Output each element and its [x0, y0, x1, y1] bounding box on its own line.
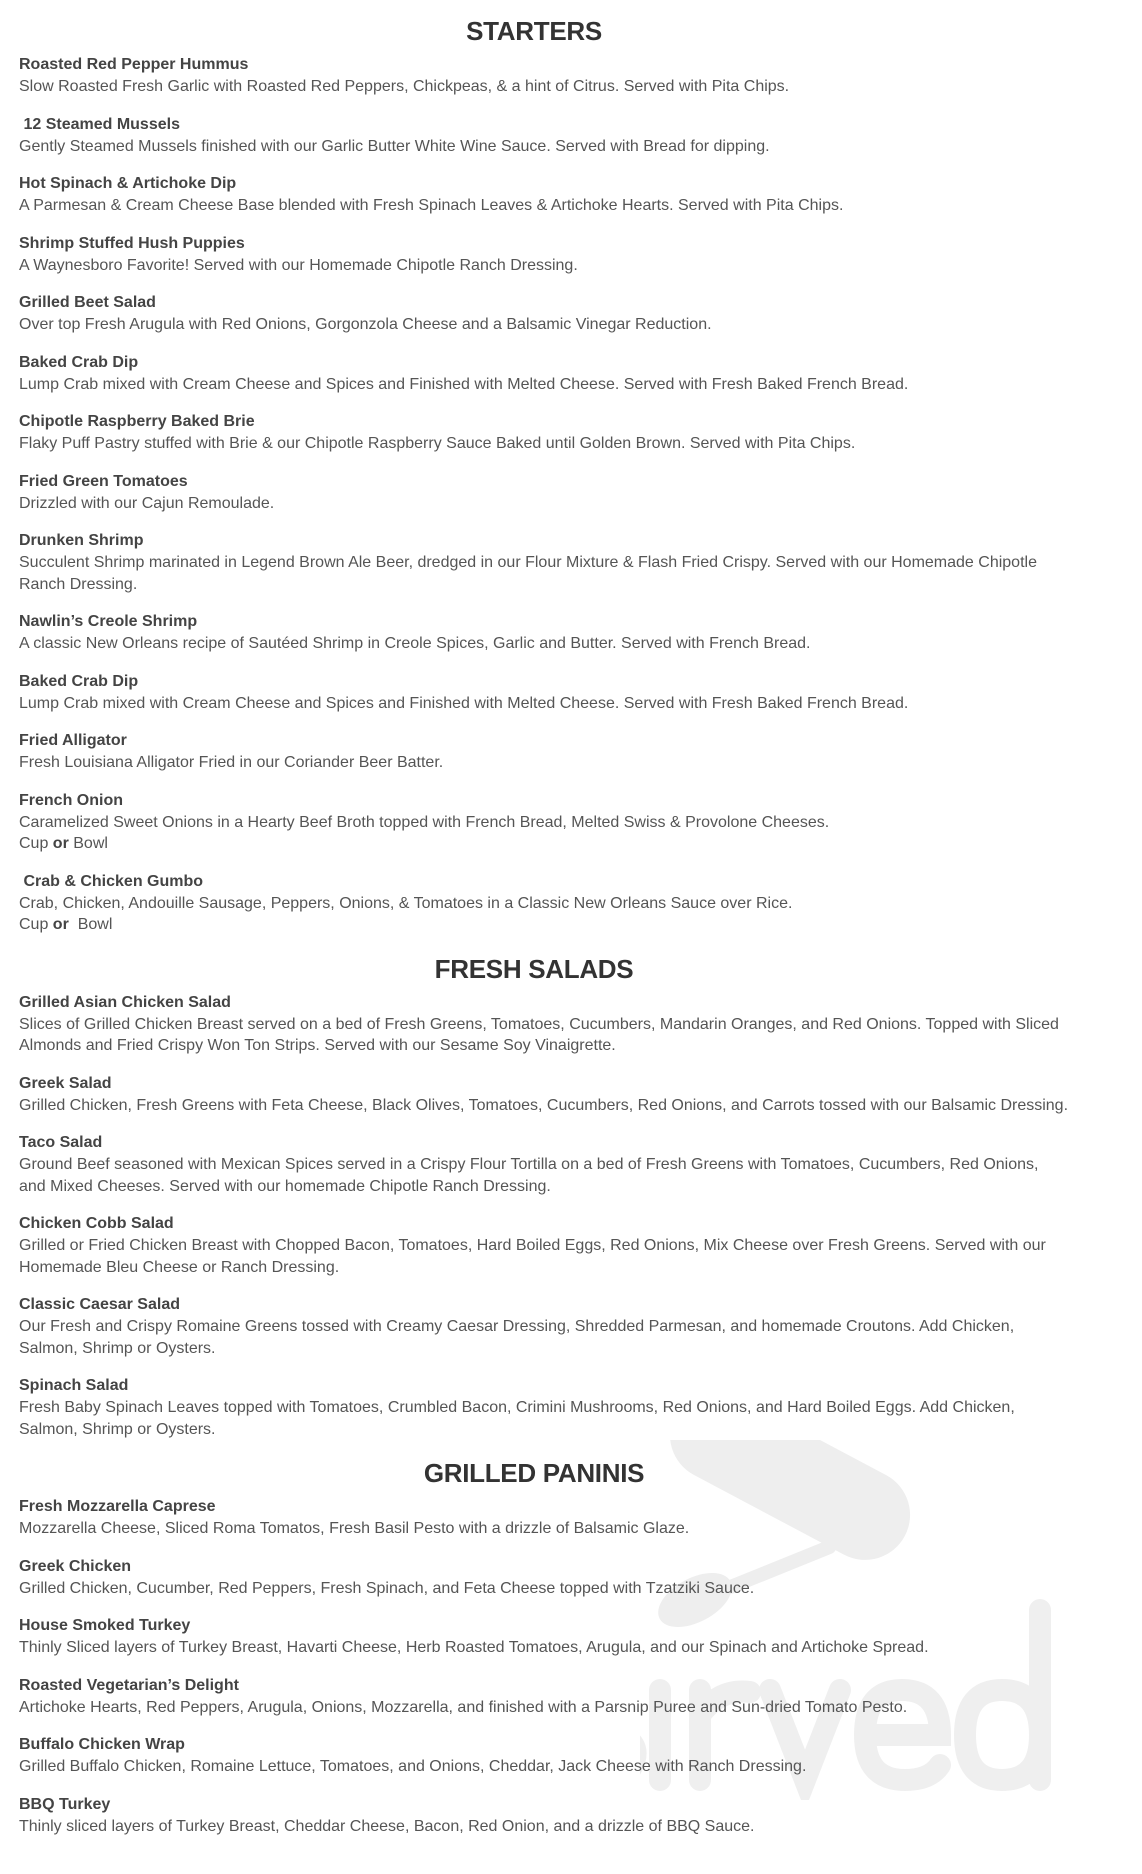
- menu-item: [19, 292, 1069, 336]
- item-description: Grilled Buffalo Chicken, Romaine Lettuce, Tomatoes, and Onions, Cheddar, Jack Cheese with Ranch Dressing.: [19, 1758, 807, 1775]
- item-description: A classic New Orleans recipe of Sautéed Shrimp in Creole Spices, Garlic and Butter. Served with French Bread.: [19, 635, 811, 652]
- item-name: Grilled Asian Chicken Salad: [19, 993, 231, 1011]
- item-name: Drunken Shrimp: [19, 532, 144, 549]
- item-description: Gently Steamed Mussels finished with our Garlic Butter White Wine Sauce. Served with Bread for dipping.: [19, 137, 770, 155]
- item-name: Roasted Vegetarian’s Delight: [19, 1676, 239, 1694]
- menu-item: [19, 611, 1069, 655]
- item-name: Greek Salad: [19, 1074, 112, 1092]
- menu-item: [19, 1556, 1069, 1600]
- item-description: Slow Roasted Fresh Garlic with Roasted Red Peppers, Chickpeas, & a hint of Citrus. Served with Pita Chips.: [19, 78, 790, 95]
- menu-item: [19, 411, 1069, 455]
- menu-item: [19, 1375, 1069, 1440]
- menu-item: [19, 173, 1069, 217]
- menu-item: [19, 1675, 1069, 1719]
- size-bowl: Bowl: [68, 835, 108, 852]
- item-name: House Smoked Turkey: [19, 1617, 191, 1634]
- item-description: Lump Crab mixed with Cream Cheese and Spices and Finished with Melted Cheese. Served with Fresh Baked French Bread.: [19, 375, 909, 393]
- menu-item: [19, 790, 1069, 855]
- item-description: Flaky Puff Pastry stuffed with Brie & our Chipotle Raspberry Sauce Baked until Golden Brown. Served with Pita Chips.: [19, 435, 856, 452]
- item-description: Thinly Sliced layers of Turkey Breast, Havarti Cheese, Herb Roasted Tomatoes, Arugula, and our Spinach and Artichoke Spread.: [19, 1639, 929, 1656]
- item-description: A Parmesan & Cream Cheese Base blended with Fresh Spinach Leaves & Artichoke Hearts. Served with Pita Chips.: [19, 197, 844, 214]
- section-heading: STARTERS: [466, 16, 602, 46]
- item-description: A Waynesboro Favorite! Served with our Homemade Chipotle Ranch Dressing.: [19, 256, 578, 274]
- menu-item: [19, 992, 1069, 1057]
- section-heading: GRILLED PANINIS: [423, 1458, 645, 1488]
- item-description: Grilled or Fried Chicken Breast with Chopped Bacon, Tomatoes, Hard Boiled Eggs, Red Onions, Mix Cheese over Fresh Greens. Served with our Homemade Bleu Cheese or Ranch Dressing.: [19, 1237, 1046, 1276]
- menu-item: [19, 530, 1069, 595]
- menu-section: [19, 952, 1069, 1441]
- menu-item: [19, 1734, 1069, 1778]
- item-name: Nawlin’s Creole Shrimp: [19, 613, 198, 630]
- item-name: Grilled Beet Salad: [19, 294, 156, 311]
- item-name: Fresh Mozzarella Caprese: [19, 1498, 216, 1515]
- menu-item: [19, 54, 1069, 98]
- item-name: Spinach Salad: [19, 1377, 129, 1394]
- size-bowl: Bowl: [68, 916, 113, 933]
- item-name: Shrimp Stuffed Hush Puppies: [19, 234, 245, 252]
- item-description: Grilled Chicken, Cucumber, Red Peppers, Fresh Spinach, and Feta Cheese topped with Tzatziki Sauce.: [19, 1579, 755, 1597]
- menu-item: [19, 1213, 1069, 1278]
- size-cup: Cup: [19, 835, 53, 852]
- item-name: 12 Steamed Mussels: [19, 115, 180, 133]
- menu-item: [19, 730, 1069, 774]
- item-name: Hot Spinach & Artichoke Dip: [19, 175, 237, 192]
- item-description: Fresh Louisiana Alligator Fried in our Coriander Beer Batter.: [19, 754, 444, 771]
- menu-item: [19, 114, 1069, 158]
- item-description: Grilled Chicken, Fresh Greens with Feta Cheese, Black Olives, Tomatoes, Cucumbers, Red Onions, and Carrots tossed with our Balsamic Dressing.: [19, 1096, 1069, 1114]
- item-description: Artichoke Hearts, Red Peppers, Arugula, Onions, Mozzarella, and finished with a Parsnip Puree and Sun-dried Tomato Pesto.: [19, 1698, 908, 1716]
- item-description: Thinly sliced layers of Turkey Breast, Cheddar Cheese, Bacon, Red Onion, and a drizzle of BBQ Sauce.: [19, 1817, 755, 1835]
- item-name: Chicken Cobb Salad: [19, 1215, 174, 1232]
- menu-item: [19, 671, 1069, 715]
- item-name: Baked Crab Dip: [19, 353, 139, 371]
- menu-item: [19, 233, 1069, 277]
- item-name: Greek Chicken: [19, 1557, 132, 1575]
- size-options: [19, 914, 1069, 936]
- item-description: Ground Beef seasoned with Mexican Spices served in a Crispy Flour Tortilla on a bed of Fresh Greens with Tomatoes, Cucumbers, Red Onions, and Mixed Cheeses. Served with our homemade Chipotle Ranch Dressing.: [19, 1156, 1039, 1195]
- menu-section: [19, 14, 1069, 936]
- item-description: Succulent Shrimp marinated in Legend Brown Ale Beer, dredged in our Flour Mixture & Flash Fried Crispy. Served with our Homemade Chipotle Ranch Dressing.: [19, 554, 1037, 593]
- menu-item: [19, 1294, 1069, 1359]
- item-name: Taco Salad: [19, 1134, 103, 1151]
- size-or: or: [52, 835, 69, 852]
- item-name: Buffalo Chicken Wrap: [19, 1736, 185, 1753]
- item-description: Our Fresh and Crispy Romaine Greens tossed with Creamy Caesar Dressing, Shredded Parmesan, and homemade Croutons. Add Chicken, Salmon, Shrimp or Oysters.: [19, 1318, 1015, 1357]
- item-description: Slices of Grilled Chicken Breast served on a bed of Fresh Greens, Tomatoes, Cucumbers, Mandarin Oranges, and Red Onions. Topped with Sliced Almonds and Fried Crispy Won Ton Strips. Served with our Sesame Soy Vinaigrette.: [19, 1015, 1059, 1054]
- section-heading: FRESH SALADS: [434, 953, 634, 984]
- item-name: Crab & Chicken Gumbo: [19, 872, 204, 890]
- size-cup: Cup: [19, 916, 53, 933]
- item-name: Classic Caesar Salad: [19, 1296, 180, 1313]
- menu-item: [19, 871, 1069, 936]
- menu-section: [19, 1456, 1069, 1837]
- item-description: Lump Crab mixed with Cream Cheese and Spices and Finished with Melted Cheese. Served with Fresh Baked French Bread.: [19, 694, 909, 712]
- menu-item: [19, 1132, 1069, 1197]
- menu-item: [19, 1615, 1069, 1659]
- item-name: Fried Alligator: [19, 732, 127, 749]
- size-or: or: [52, 916, 69, 933]
- item-name: French Onion: [19, 791, 123, 809]
- item-description: Crab, Chicken, Andouille Sausage, Peppers, Onions, & Tomatoes in a Classic New Orleans Sauce over Rice.: [19, 894, 793, 912]
- item-name: Fried Green Tomatoes: [19, 472, 188, 490]
- item-name: Roasted Red Pepper Hummus: [19, 56, 249, 73]
- item-description: Drizzled with our Cajun Remoulade.: [19, 494, 275, 512]
- item-description: Caramelized Sweet Onions in a Hearty Beef Broth topped with French Bread, Melted Swiss & Provolone Cheeses.: [19, 813, 830, 831]
- item-name: Baked Crab Dip: [19, 672, 139, 690]
- size-options: [19, 833, 1069, 855]
- item-name: BBQ Turkey: [19, 1795, 111, 1813]
- item-description: Over top Fresh Arugula with Red Onions, Gorgonzola Cheese and a Balsamic Vinegar Reduction.: [19, 316, 712, 333]
- item-description: Mozzarella Cheese, Sliced Roma Tomatos, Fresh Basil Pesto with a drizzle of Balsamic Glaze.: [19, 1520, 690, 1537]
- menu-item: [19, 1794, 1069, 1838]
- item-name: Chipotle Raspberry Baked Brie: [19, 413, 255, 430]
- item-description: Fresh Baby Spinach Leaves topped with Tomatoes, Crumbled Bacon, Crimini Mushrooms, Red Onions, and Hard Boiled Eggs. Add Chicken, Salmon, Shrimp or Oysters.: [19, 1399, 1015, 1438]
- menu-item: [19, 352, 1069, 396]
- menu-item: [19, 1073, 1069, 1117]
- menu-item: [19, 471, 1069, 515]
- menu-item: [19, 1496, 1069, 1540]
